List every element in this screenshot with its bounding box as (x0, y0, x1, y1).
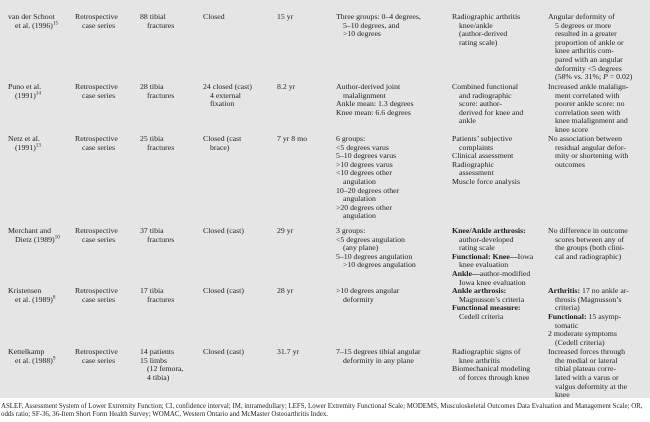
cell-sample: 37 tibia fractures (140, 226, 175, 244)
table-row (8, 83, 650, 135)
cell-malalignment: 6 groups: <5 degrees varus 5–10 degrees varus >10 degrees varus <10 degrees other angulation 10–20 degrees other angulation >20 degrees other angulation (336, 134, 400, 221)
cell-study: Merchant and Dietz $(1989)^{10}$ (8, 226, 60, 244)
cell-outcomes: Radiographic arthritis knee/ankle (author-derived rating scale) (452, 12, 521, 47)
cell-design: Retrospective case series (75, 12, 118, 30)
cell-study: van der Schoot et al. $(1996)^{15}$ (8, 12, 59, 30)
cell-study: Kettelkamp et al. $(1988)^9$ (8, 347, 56, 365)
cell-malalignment: >10 degrees angular deformity (336, 286, 400, 304)
cell-sample: 25 tibia fractures (140, 134, 175, 152)
cell-treatment: Closed (cast) (203, 347, 244, 357)
cell-followup: 28 yr (277, 286, 294, 296)
cell-treatment: Closed (cast) (203, 226, 244, 235)
evidence-table-body (8, 13, 650, 398)
cell-results: Angular deformity of 5 degrees or more resulted in a greater proportion of ankle or knee arthritis com- pared with an angular deformity <5 degrees (58% vs. 31%; P = 0.02) (548, 12, 633, 82)
cell-sample: 17 tibia fractures (140, 286, 175, 304)
cell-study: Puno et al. $(1991)^{14}$ (8, 82, 42, 100)
cell-treatment: Closed (cast) (203, 286, 244, 296)
cell-design: Retrospective case series (75, 286, 118, 304)
cell-followup: 8.2 yr (277, 82, 296, 91)
cell-malalignment: Three groups: 0–4 degrees, 5–10 degrees, and >10 degrees (336, 12, 421, 39)
cell-design: Retrospective case series (75, 347, 118, 365)
cell-outcomes: Knee/Ankle arthrosis: author-developed rating scale Functional: Knee—Iowa knee evaluation Ankle—author-modified Iowa knee evaluation (452, 226, 534, 287)
table-row (8, 287, 650, 348)
cell-sample: 88 tibial fractures (140, 12, 175, 30)
cell-results: Increased forces through the medial or lateral tibial plateau corre- lated with a varus or valgus deformity at the knee (548, 347, 628, 398)
table-row (8, 135, 650, 227)
cell-treatment: Closed (cast brace) (203, 134, 242, 152)
cell-malalignment: 7–15 degrees tibial angular deformity in any plane (336, 347, 421, 365)
cell-design: Retrospective case series (75, 134, 118, 152)
cell-results: No association between residual angular defor- mity or shortening with outcomes (548, 134, 629, 169)
cell-outcomes: Combined functional and radiographic score: author- derived for knee and ankle (452, 82, 524, 126)
cell-treatment: Closed (203, 12, 225, 21)
cell-design: Retrospective case series (75, 226, 118, 244)
cell-followup: 31.7 yr (277, 347, 300, 357)
cell-design: Retrospective case series (75, 82, 118, 100)
cell-outcomes: Radiographic signs of knee arthritis Biomechanical modeling of forces through knee (452, 347, 531, 382)
cell-malalignment: 3 groups: <5 degrees angulation (any plane) 5–10 degrees angulation >10 degrees angulation (336, 226, 416, 270)
evidence-table (8, 13, 650, 398)
table-row (8, 348, 650, 398)
cell-followup: 7 yr 8 mo (277, 134, 308, 143)
cell-followup: 15 yr (277, 12, 294, 21)
cell-study: Netz et al. $(1991)^{13}$ (8, 134, 41, 152)
cell-results: No difference in outcome scores between any of the groups (both clini- cal and radiographic) (548, 226, 628, 261)
table-row (8, 13, 650, 83)
cell-sample: 28 tibia fractures (140, 82, 175, 100)
cell-outcomes: Ankle arthrosis: Magnusson’s criteria Functional measure: Cedell criteria (452, 286, 525, 321)
cell-treatment: 24 closed (cast) 4 external fixation (203, 82, 252, 109)
cell-malalignment: Author-derived joint malalignment Ankle mean: 1.3 degrees Knee mean: 6.6 degrees (336, 82, 414, 117)
cell-study: Kristensen et al. $(1989)^8$ (8, 286, 56, 304)
cell-sample: 14 patients 15 limbs (12 femora, 4 tibia) (140, 347, 184, 382)
table-row (8, 227, 650, 287)
cell-outcomes: Patients’ subjective complaints Clinical assessment Radiographic assessment Muscle force analysis (452, 134, 520, 186)
cell-results: Arthritis: 17 no ankle ar- throsis (Magnusson’s criteria) Functional: 15 asymp- tomatic 2 moderate symptoms (Cedell criteria) (548, 286, 629, 347)
cell-followup: 29 yr (277, 226, 294, 235)
abbreviations-footnote: ASLEF, Assessment System of Lower Extremity Function; CI, confidence interval; IM, intramedullary; LEFS, Lower Extremity Functional Scale; MODEMS, Musculoskeletal Outcomes Data Evaluation and Management Scale; OR, odds ratio; SF-36, 36-Item Short Form Health Survey; WOMAC, Western Ontario and McMaster Osteoarthritis Index. (1, 403, 643, 418)
cell-results: Increased ankle malalign- ment correlated with poorer ankle score: no correlation seen with knee malalignment and knee score (548, 82, 629, 134)
